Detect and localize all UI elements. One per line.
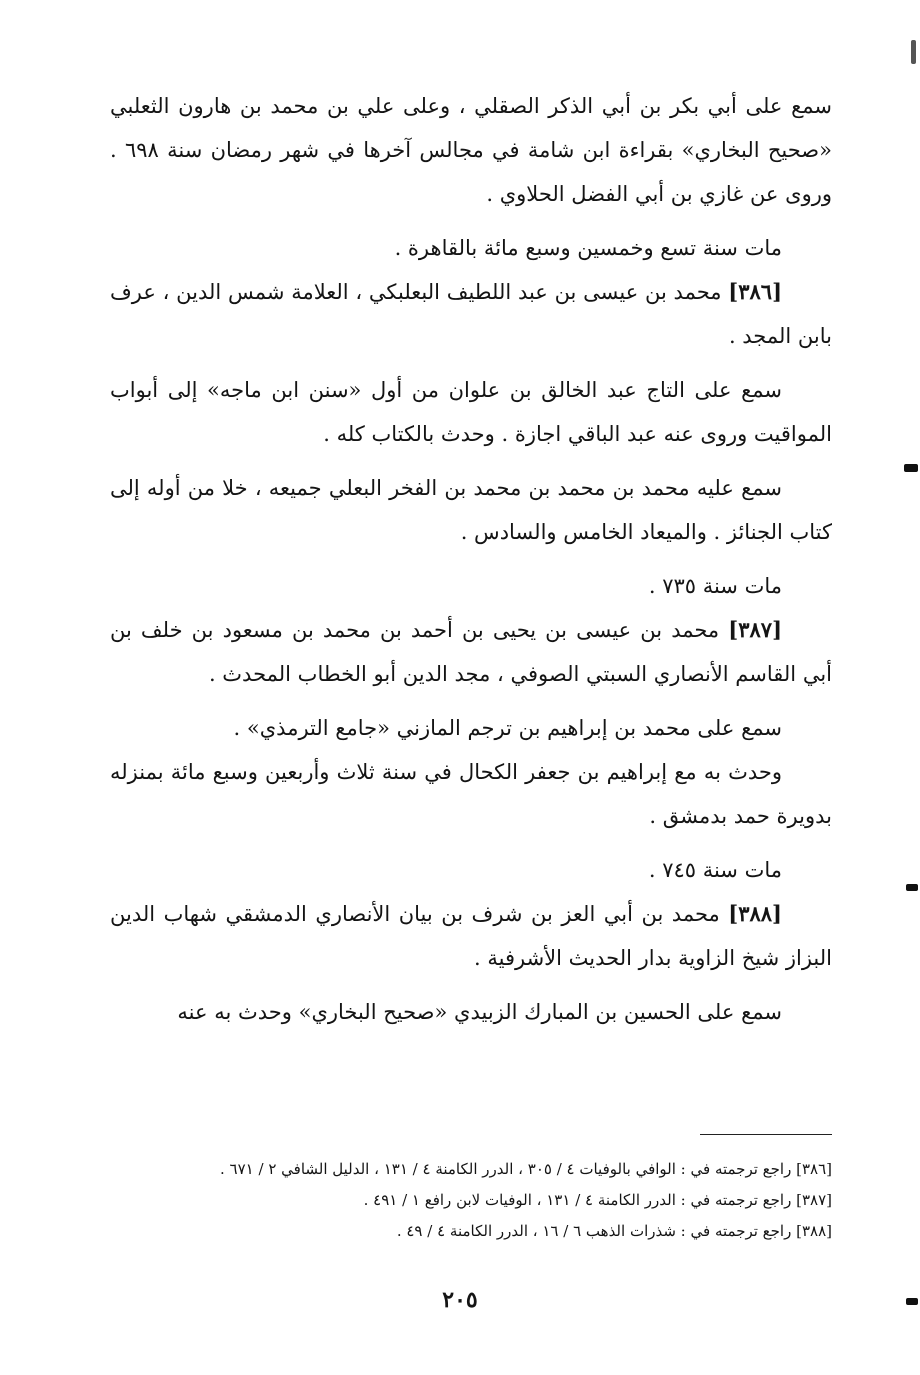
footnote: [٣٨٨] راجع ترجمته في : شذرات الذهب ٦ / ١٦ ، الدرر الكامنة ٤ / ٤٩ .: [396, 1222, 832, 1240]
footnote: [٣٨٦] راجع ترجمته في : الوافي بالوفيات ٤ / ٣٠٥ ، الدرر الكامنة ٤ / ١٣١ ، الدليل الشافي ٢ / ٦٧١ .: [220, 1160, 832, 1178]
paragraph: سمع على التاج عبد الخالق بن علوان من أول «سنن ابن ماجه» إلى أبواب المواقيت وروى عنه عبد الباقي اجازة . وحدث بالكتاب كله .: [110, 378, 832, 446]
paragraph: مات سنة ٧٣٥ .: [648, 574, 782, 598]
main-text: [110, 84, 832, 1034]
scan-mark: [911, 40, 916, 64]
paragraph: سمع على محمد بن إبراهيم بن ترجم المازني «جامع الترمذي» .: [233, 716, 782, 740]
scan-mark: [906, 1298, 918, 1305]
entry-number: [٣٨٧]: [728, 617, 782, 642]
paragraph: مات سنة تسع وخمسين وسبع مائة بالقاهرة .: [394, 236, 782, 260]
footnote: [٣٨٧] راجع ترجمته في : الدرر الكامنة ٤ / ١٣١ ، الوفيات لابن رافع ١ / ٤٩١ .: [363, 1191, 832, 1209]
footnotes: [160, 1154, 832, 1247]
scan-mark: [906, 884, 918, 891]
page-number: ٢٠٥: [442, 1287, 478, 1313]
biography-entry: [٣٨٨] محمد بن أبي العز بن شرف بن بيان الأنصاري الدمشقي شهاب الدين البزاز شيخ الزاوية بدار الحديث الأشرفية .: [110, 901, 832, 970]
biography-entry: [٣٨٧] محمد بن عيسى بن يحيى بن أحمد بن محمد بن مسعود بن خلف بن أبي القاسم الأنصاري السبتي الصوفي ، مجد الدين أبو الخطاب المحدث .: [110, 617, 832, 686]
paragraph: وحدث به مع إبراهيم بن جعفر الكحال في سنة ثلاث وأربعين وسبع مائة بمنزله بدويرة حمد بدمشق .: [110, 760, 832, 828]
footnote-separator: [700, 1134, 832, 1135]
paragraph: مات سنة ٧٤٥ .: [648, 858, 782, 882]
entry-number: [٣٨٨]: [728, 901, 782, 926]
scan-mark: [904, 464, 918, 472]
paragraph: سمع عليه محمد بن محمد بن محمد بن الفخر البعلي جميعه ، خلا من أوله إلى كتاب الجنائز . والميعاد الخامس والسادس .: [110, 476, 832, 544]
biography-entry: [٣٨٦] محمد بن عيسى بن عبد اللطيف البعلبكي ، العلامة شمس الدين ، عرف بابن المجد .: [110, 279, 832, 348]
paragraph: سمع على الحسين بن المبارك الزبيدي «صحيح البخاري» وحدث به عنه: [177, 1000, 782, 1024]
paragraph: سمع على أبي بكر بن أبي الذكر الصقلي ، وعلى علي بن محمد بن هارون الثعلبي «صحيح البخاري» بقراءة ابن شامة في مجالس آخرها في شهر رمضان سنة ٦٩٨ . وروى عن غازي بن أبي الفضل الحلاوي .: [110, 94, 832, 206]
entry-number: [٣٨٦]: [728, 279, 782, 304]
